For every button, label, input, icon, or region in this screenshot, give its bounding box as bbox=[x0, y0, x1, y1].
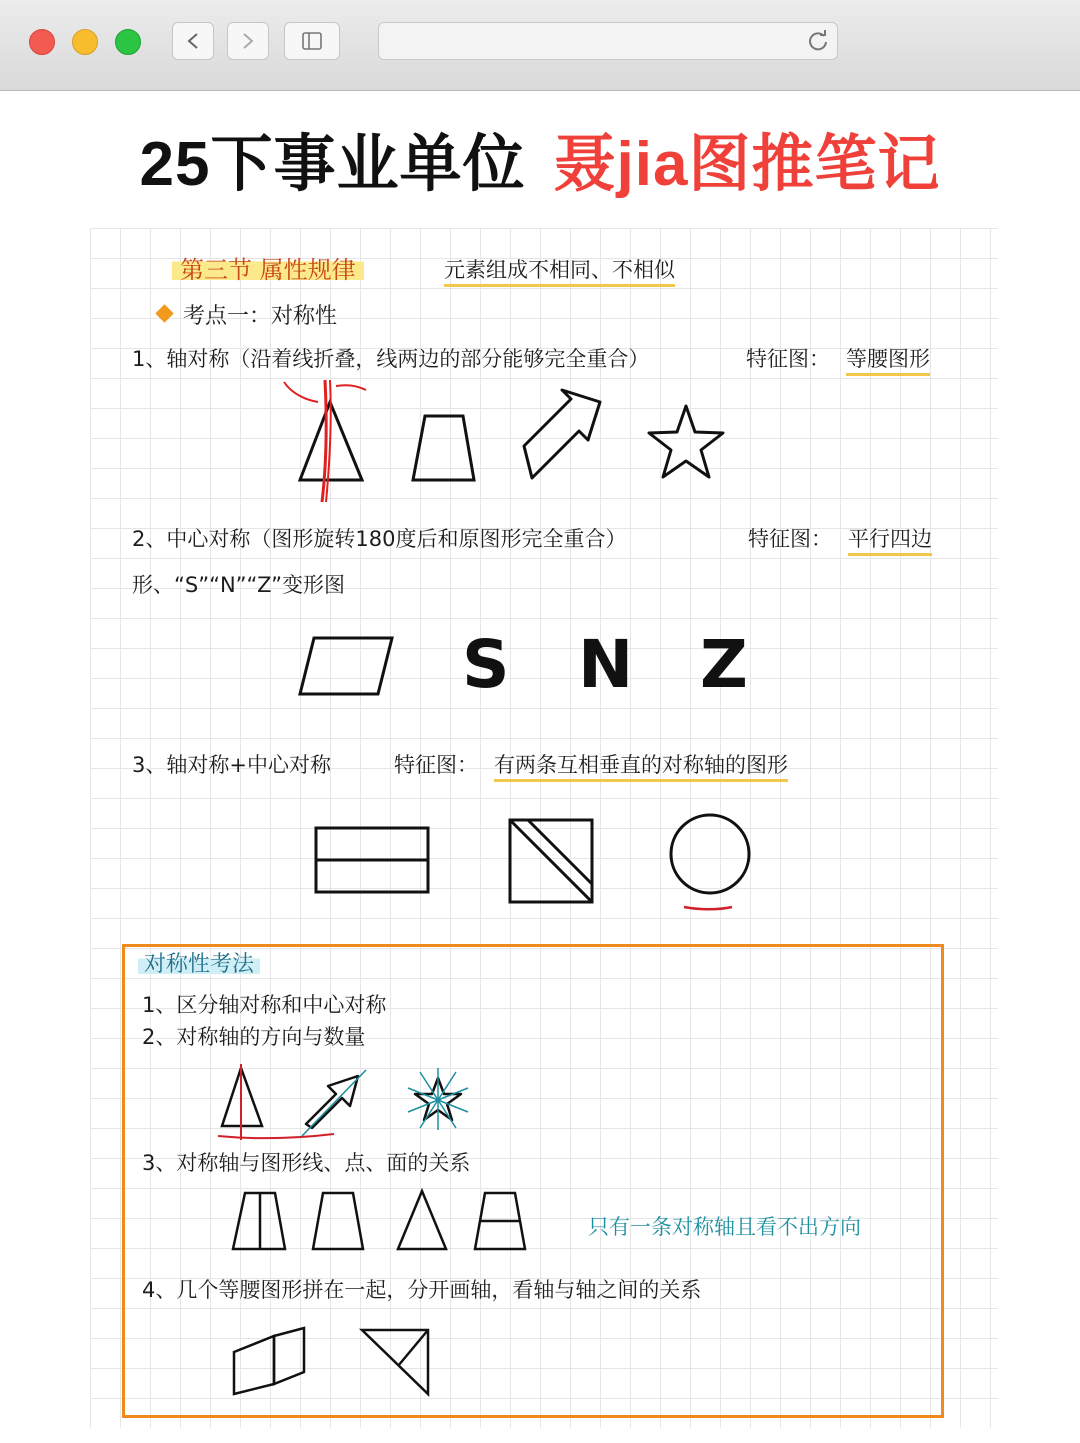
method-note: 只有一条对称轴且看不出方向 bbox=[588, 1215, 861, 1239]
method-point3: 3、对称轴与图形线、点、面的关系 bbox=[142, 1151, 471, 1175]
forward-button[interactable] bbox=[227, 22, 269, 60]
letter-s: S bbox=[462, 626, 510, 703]
item1-figures bbox=[270, 380, 740, 510]
item2-text: 2、中心对称（图形旋转180度后和原图形完全重合） bbox=[132, 527, 627, 551]
item1-feature-label: 特征图： bbox=[746, 347, 830, 371]
method-point2: 2、对称轴的方向与数量 bbox=[142, 1025, 366, 1049]
forward-icon bbox=[241, 32, 255, 50]
minimize-window-button[interactable] bbox=[72, 29, 98, 55]
letter-z: Z bbox=[700, 626, 748, 703]
item2-feature-label: 特征图： bbox=[748, 527, 832, 551]
triangle-axis-shape bbox=[218, 1064, 334, 1140]
circle-shape bbox=[671, 815, 749, 909]
red-symmetry-axis-mark bbox=[284, 380, 366, 502]
item3-feature-label: 特征图： bbox=[394, 753, 478, 777]
headline-accent: 聂jia图推笔记 bbox=[553, 130, 941, 199]
section-title: 第三节 属性规律 bbox=[172, 255, 364, 285]
reload-icon[interactable] bbox=[807, 30, 829, 52]
arrow-axis-shape bbox=[302, 1070, 366, 1136]
letter-n: N bbox=[578, 626, 634, 703]
point-title: 考点一：对称性 bbox=[158, 302, 337, 332]
method-point1: 1、区分轴对称和中心对称 bbox=[142, 993, 387, 1017]
item2-feature-value: 平行四边 bbox=[848, 524, 932, 554]
point2-figures bbox=[210, 1060, 480, 1144]
trapezoid-with-vertical-line-shape bbox=[233, 1193, 285, 1249]
item3-text: 3、轴对称+中心对称 bbox=[132, 753, 331, 777]
composite-triangles-shape bbox=[234, 1328, 304, 1394]
parallelogram-shape bbox=[298, 632, 398, 702]
sidebar-button[interactable] bbox=[284, 22, 340, 60]
trapezoid-shape bbox=[413, 416, 474, 480]
point3-figures bbox=[225, 1185, 535, 1257]
back-button[interactable] bbox=[172, 22, 214, 60]
diamond-bullet-icon bbox=[155, 304, 173, 322]
address-bar[interactable] bbox=[378, 22, 838, 60]
item3-figures bbox=[310, 810, 760, 920]
item3-feature-value: 有两条互相垂直的对称轴的图形 bbox=[494, 750, 788, 780]
split-triangle-shape bbox=[362, 1330, 428, 1394]
item2-continuation: 形、“S”“N”“Z”变形图 bbox=[132, 573, 345, 597]
item1-feature-value: 等腰图形 bbox=[846, 344, 930, 374]
maximize-window-button[interactable] bbox=[115, 29, 141, 55]
page-headline bbox=[0, 120, 1080, 210]
split-rectangle-shape bbox=[316, 828, 428, 892]
point4-figures bbox=[230, 1322, 440, 1402]
section-subtitle: 元素组成不相同、不相似 bbox=[444, 255, 675, 285]
sidebar-icon bbox=[302, 32, 322, 50]
headline-main: 25下事业单位 bbox=[139, 130, 526, 199]
close-window-button[interactable] bbox=[29, 29, 55, 55]
diagonal-square-shape bbox=[510, 820, 592, 902]
plain-trapezoid-shape bbox=[313, 1193, 363, 1249]
method-box-title: 对称性考法 bbox=[138, 950, 260, 980]
back-icon bbox=[186, 32, 200, 50]
star-axes-shape bbox=[408, 1068, 468, 1130]
trapezoid-with-horizontal-line-shape bbox=[475, 1193, 525, 1249]
item1-text: 1、轴对称（沿着线折叠，线两边的部分能够完全重合） bbox=[132, 347, 650, 371]
star-shape bbox=[649, 406, 723, 477]
arrow-shape bbox=[524, 390, 600, 478]
plain-triangle-shape bbox=[398, 1191, 446, 1249]
method-point4: 4、几个等腰图形拼在一起，分开画轴，看轴与轴之间的关系 bbox=[142, 1278, 702, 1302]
browser-toolbar bbox=[0, 0, 1080, 91]
